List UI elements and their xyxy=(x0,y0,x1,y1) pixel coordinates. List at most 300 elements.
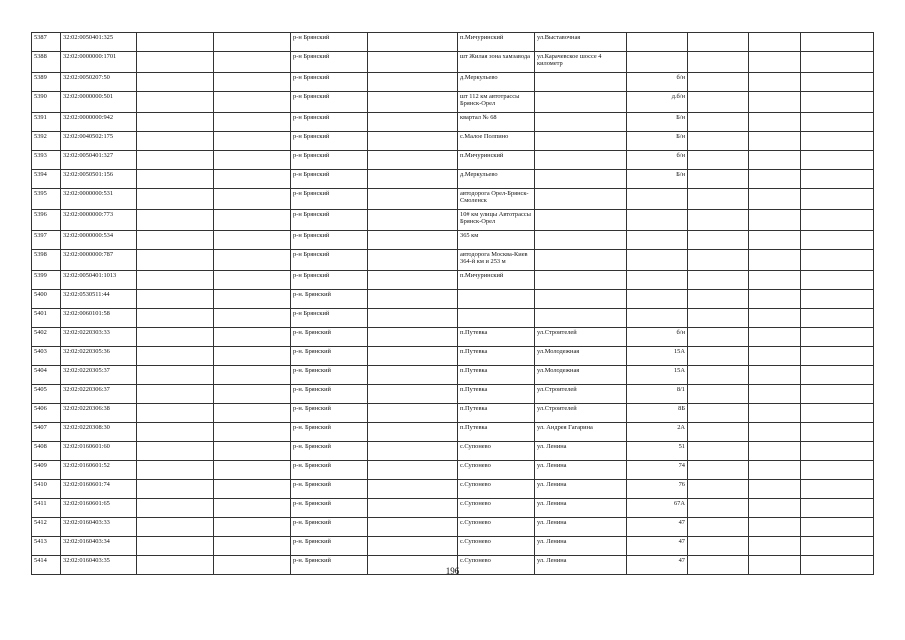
empty-cell xyxy=(214,250,291,271)
empty-cell xyxy=(688,347,749,366)
record-number-cell: 5393 xyxy=(32,151,61,170)
record-number-cell: 5409 xyxy=(32,461,61,480)
table-row xyxy=(32,290,874,309)
street-cell: ул. Ленина xyxy=(535,480,627,499)
empty-cell xyxy=(688,33,749,52)
table-row xyxy=(32,73,874,92)
record-number-cell: 5387 xyxy=(32,33,61,52)
empty-cell xyxy=(801,73,874,92)
house-number-cell: 8Б xyxy=(627,404,688,423)
empty-cell xyxy=(368,537,458,556)
record-number-cell: 5399 xyxy=(32,271,61,290)
empty-cell xyxy=(801,170,874,189)
empty-cell xyxy=(801,231,874,250)
empty-cell xyxy=(368,309,458,328)
table-row xyxy=(32,271,874,290)
empty-cell xyxy=(749,385,801,404)
table-row xyxy=(32,113,874,132)
table-row xyxy=(32,347,874,366)
district-cell: р-н Брянский xyxy=(291,73,368,92)
house-number-cell xyxy=(627,250,688,271)
empty-cell xyxy=(214,52,291,73)
empty-cell xyxy=(688,92,749,113)
street-cell xyxy=(535,271,627,290)
empty-cell xyxy=(368,151,458,170)
empty-cell xyxy=(214,73,291,92)
district-cell: р-н. Брянский xyxy=(291,556,368,575)
empty-cell xyxy=(688,113,749,132)
street-cell xyxy=(535,189,627,210)
street-cell xyxy=(535,231,627,250)
empty-cell xyxy=(368,423,458,442)
locality-cell: автодорога Орел-Брянск-Смоленск xyxy=(458,189,535,210)
empty-cell xyxy=(137,385,214,404)
locality-cell: автодорога Москва-Киев 364-й км и 253 м xyxy=(458,250,535,271)
record-number-cell: 5410 xyxy=(32,480,61,499)
empty-cell xyxy=(214,170,291,189)
district-cell: р-н Брянский xyxy=(291,113,368,132)
empty-cell xyxy=(368,499,458,518)
empty-cell xyxy=(214,151,291,170)
district-cell: р-н. Брянский xyxy=(291,366,368,385)
empty-cell xyxy=(801,92,874,113)
cadastral-number-cell: 32:02:0160601:65 xyxy=(61,499,137,518)
empty-cell xyxy=(137,518,214,537)
empty-cell xyxy=(801,189,874,210)
street-cell: ул.Молодежная xyxy=(535,366,627,385)
street-cell xyxy=(535,113,627,132)
district-cell: р-н. Брянский xyxy=(291,461,368,480)
house-number-cell xyxy=(627,271,688,290)
district-cell: р-н Брянский xyxy=(291,231,368,250)
cadastral-number-cell: 32:02:0000000:942 xyxy=(61,113,137,132)
table-row xyxy=(32,33,874,52)
empty-cell xyxy=(688,423,749,442)
locality-cell: с.Супонево xyxy=(458,480,535,499)
cadastral-number-cell: 32:02:0000000:1701 xyxy=(61,52,137,73)
empty-cell xyxy=(749,404,801,423)
locality-cell: шт 112 км автотрассы Брянск-Орел xyxy=(458,92,535,113)
empty-cell xyxy=(214,461,291,480)
house-number-cell: д.б/н xyxy=(627,92,688,113)
empty-cell xyxy=(214,366,291,385)
house-number-cell: Б/н xyxy=(627,113,688,132)
empty-cell xyxy=(368,366,458,385)
table-row xyxy=(32,231,874,250)
empty-cell xyxy=(688,73,749,92)
house-number-cell xyxy=(627,210,688,231)
empty-cell xyxy=(214,499,291,518)
empty-cell xyxy=(749,461,801,480)
district-cell: р-н Брянский xyxy=(291,92,368,113)
empty-cell xyxy=(137,189,214,210)
house-number-cell: б/н xyxy=(627,328,688,347)
empty-cell xyxy=(688,132,749,151)
empty-cell xyxy=(749,442,801,461)
street-cell: ул.Строителей xyxy=(535,328,627,347)
house-number-cell xyxy=(627,52,688,73)
locality-cell: 365 км xyxy=(458,231,535,250)
table-row xyxy=(32,92,874,113)
district-cell: р-н. Брянский xyxy=(291,347,368,366)
empty-cell xyxy=(801,250,874,271)
locality-cell: с.Супонево xyxy=(458,518,535,537)
empty-cell xyxy=(749,423,801,442)
empty-cell xyxy=(801,347,874,366)
empty-cell xyxy=(801,366,874,385)
empty-cell xyxy=(137,480,214,499)
empty-cell xyxy=(749,347,801,366)
district-cell: р-н Брянский xyxy=(291,170,368,189)
empty-cell xyxy=(368,290,458,309)
empty-cell xyxy=(749,73,801,92)
empty-cell xyxy=(214,92,291,113)
table-row xyxy=(32,250,874,271)
empty-cell xyxy=(749,499,801,518)
cadastral-number-cell: 32:02:0050501:156 xyxy=(61,170,137,189)
street-cell xyxy=(535,290,627,309)
table-row xyxy=(32,170,874,189)
empty-cell xyxy=(749,366,801,385)
locality-cell: п.Путевка xyxy=(458,328,535,347)
empty-cell xyxy=(214,189,291,210)
empty-cell xyxy=(801,33,874,52)
street-cell xyxy=(535,73,627,92)
cadastral-number-cell: 32:02:0060101:58 xyxy=(61,309,137,328)
cadastral-number-cell: 32:02:0050401:1013 xyxy=(61,271,137,290)
empty-cell xyxy=(801,113,874,132)
record-number-cell: 5397 xyxy=(32,231,61,250)
street-cell: ул. Ленина xyxy=(535,442,627,461)
empty-cell xyxy=(688,210,749,231)
empty-cell xyxy=(801,52,874,73)
empty-cell xyxy=(137,73,214,92)
street-cell: ул.Строителей xyxy=(535,385,627,404)
table-row xyxy=(32,461,874,480)
cadastral-number-cell: 32:02:0050401:327 xyxy=(61,151,137,170)
district-cell: р-н. Брянский xyxy=(291,480,368,499)
empty-cell xyxy=(749,480,801,499)
empty-cell xyxy=(688,499,749,518)
empty-cell xyxy=(801,499,874,518)
table-row xyxy=(32,518,874,537)
empty-cell xyxy=(214,385,291,404)
empty-cell xyxy=(137,404,214,423)
district-cell: р-н. Брянский xyxy=(291,423,368,442)
locality-cell: шт Жилая зона хамзавода xyxy=(458,52,535,73)
district-cell: р-н Брянский xyxy=(291,132,368,151)
empty-cell xyxy=(214,480,291,499)
table-row xyxy=(32,480,874,499)
house-number-cell: 2А xyxy=(627,423,688,442)
record-number-cell: 5407 xyxy=(32,423,61,442)
street-cell: ул. Ленина xyxy=(535,537,627,556)
empty-cell xyxy=(688,290,749,309)
empty-cell xyxy=(688,151,749,170)
locality-cell: с.Супонево xyxy=(458,461,535,480)
street-cell xyxy=(535,151,627,170)
district-cell: р-н. Брянский xyxy=(291,385,368,404)
street-cell: ул.Молодежная xyxy=(535,347,627,366)
table-row xyxy=(32,52,874,73)
street-cell: ул. Ленина xyxy=(535,499,627,518)
empty-cell xyxy=(749,33,801,52)
empty-cell xyxy=(368,347,458,366)
district-cell: р-н. Брянский xyxy=(291,442,368,461)
house-number-cell: б/н xyxy=(627,151,688,170)
house-number-cell: 47 xyxy=(627,556,688,575)
locality-cell xyxy=(458,290,535,309)
record-number-cell: 5392 xyxy=(32,132,61,151)
locality-cell: д.Меркульево xyxy=(458,73,535,92)
record-number-cell: 5391 xyxy=(32,113,61,132)
empty-cell xyxy=(368,231,458,250)
empty-cell xyxy=(801,423,874,442)
street-cell: ул. Андрея Гагарина xyxy=(535,423,627,442)
house-number-cell xyxy=(627,290,688,309)
house-number-cell: 74 xyxy=(627,461,688,480)
cadastral-number-cell: 32:02:0000000:531 xyxy=(61,189,137,210)
empty-cell xyxy=(137,113,214,132)
empty-cell xyxy=(801,271,874,290)
empty-cell xyxy=(137,442,214,461)
district-cell: р-н Брянский xyxy=(291,210,368,231)
house-number-cell: 8/1 xyxy=(627,385,688,404)
empty-cell xyxy=(801,210,874,231)
empty-cell xyxy=(368,52,458,73)
cadastral-number-cell: 32:02:0220305:36 xyxy=(61,347,137,366)
empty-cell xyxy=(688,404,749,423)
street-cell xyxy=(535,92,627,113)
street-cell: ул.Выставочная xyxy=(535,33,627,52)
record-number-cell: 5398 xyxy=(32,250,61,271)
empty-cell xyxy=(749,328,801,347)
empty-cell xyxy=(688,518,749,537)
house-number-cell: 51 xyxy=(627,442,688,461)
record-number-cell: 5414 xyxy=(32,556,61,575)
district-cell: р-н Брянский xyxy=(291,33,368,52)
empty-cell xyxy=(214,423,291,442)
empty-cell xyxy=(801,132,874,151)
empty-cell xyxy=(749,170,801,189)
empty-cell xyxy=(368,271,458,290)
empty-cell xyxy=(688,442,749,461)
table-row xyxy=(32,189,874,210)
empty-cell xyxy=(214,328,291,347)
record-number-cell: 5401 xyxy=(32,309,61,328)
street-cell: ул.Строителей xyxy=(535,404,627,423)
empty-cell xyxy=(688,250,749,271)
record-number-cell: 5390 xyxy=(32,92,61,113)
empty-cell xyxy=(368,518,458,537)
empty-cell xyxy=(368,132,458,151)
table-row xyxy=(32,309,874,328)
house-number-cell: 15А xyxy=(627,347,688,366)
district-cell: р-н. Брянский xyxy=(291,518,368,537)
empty-cell xyxy=(137,170,214,189)
empty-cell xyxy=(137,210,214,231)
cadastral-number-cell: 32:02:0160403:34 xyxy=(61,537,137,556)
district-cell: р-н Брянский xyxy=(291,52,368,73)
empty-cell xyxy=(137,537,214,556)
empty-cell xyxy=(801,309,874,328)
street-cell xyxy=(535,309,627,328)
district-cell: р-н. Брянский xyxy=(291,290,368,309)
cadastral-number-cell: 32:02:0220303:33 xyxy=(61,328,137,347)
empty-cell xyxy=(749,189,801,210)
street-cell xyxy=(535,250,627,271)
locality-cell: д.Меркульево xyxy=(458,170,535,189)
cadastral-number-cell: 32:02:0220306:37 xyxy=(61,385,137,404)
cadastral-number-cell: 32:02:0220306:38 xyxy=(61,404,137,423)
record-number-cell: 5396 xyxy=(32,210,61,231)
cadastral-number-cell: 32:02:0000000:534 xyxy=(61,231,137,250)
empty-cell xyxy=(749,231,801,250)
empty-cell xyxy=(137,423,214,442)
district-cell: р-н. Брянский xyxy=(291,537,368,556)
empty-cell xyxy=(214,113,291,132)
locality-cell: п.Путевка xyxy=(458,423,535,442)
empty-cell xyxy=(688,170,749,189)
locality-cell: п.Мичуринский xyxy=(458,151,535,170)
empty-cell xyxy=(749,309,801,328)
house-number-cell: 67А xyxy=(627,499,688,518)
empty-cell xyxy=(801,461,874,480)
house-number-cell: 15А xyxy=(627,366,688,385)
house-number-cell xyxy=(627,189,688,210)
empty-cell xyxy=(801,404,874,423)
record-number-cell: 5405 xyxy=(32,385,61,404)
house-number-cell: Б/н xyxy=(627,132,688,151)
cadastral-number-cell: 32:02:0220305:37 xyxy=(61,366,137,385)
empty-cell xyxy=(137,92,214,113)
empty-cell xyxy=(749,151,801,170)
empty-cell xyxy=(137,271,214,290)
street-cell xyxy=(535,210,627,231)
empty-cell xyxy=(214,132,291,151)
cadastral-number-cell: 32:02:0160403:35 xyxy=(61,556,137,575)
empty-cell xyxy=(368,73,458,92)
district-cell: р-н. Брянский xyxy=(291,499,368,518)
table-body xyxy=(32,33,874,575)
house-number-cell: Б/н xyxy=(627,170,688,189)
empty-cell xyxy=(137,366,214,385)
record-number-cell: 5388 xyxy=(32,52,61,73)
empty-cell xyxy=(688,309,749,328)
empty-cell xyxy=(368,461,458,480)
street-cell: ул. Ленина xyxy=(535,518,627,537)
empty-cell xyxy=(368,480,458,499)
table-row xyxy=(32,366,874,385)
street-cell: ул. Ленина xyxy=(535,556,627,575)
house-number-cell: 76 xyxy=(627,480,688,499)
locality-cell: с.Супонево xyxy=(458,442,535,461)
table-row xyxy=(32,385,874,404)
cadastral-number-cell: 32:02:0040502:175 xyxy=(61,132,137,151)
cadastral-number-cell: 32:02:0000000:787 xyxy=(61,250,137,271)
empty-cell xyxy=(368,250,458,271)
empty-cell xyxy=(137,151,214,170)
empty-cell xyxy=(688,328,749,347)
empty-cell xyxy=(137,499,214,518)
street-cell: ул.Карачевское шоссе 4 километр xyxy=(535,52,627,73)
table-row xyxy=(32,328,874,347)
empty-cell xyxy=(368,385,458,404)
empty-cell xyxy=(214,309,291,328)
empty-cell xyxy=(137,33,214,52)
empty-cell xyxy=(749,132,801,151)
house-number-cell xyxy=(627,231,688,250)
empty-cell xyxy=(214,33,291,52)
table-row xyxy=(32,499,874,518)
empty-cell xyxy=(214,347,291,366)
cadastral-number-cell: 32:02:0050207:50 xyxy=(61,73,137,92)
empty-cell xyxy=(214,404,291,423)
table-row xyxy=(32,442,874,461)
empty-cell xyxy=(688,52,749,73)
empty-cell xyxy=(368,113,458,132)
empty-cell xyxy=(801,537,874,556)
locality-cell: п.Путевка xyxy=(458,385,535,404)
empty-cell xyxy=(137,132,214,151)
empty-cell xyxy=(214,290,291,309)
empty-cell xyxy=(801,151,874,170)
empty-cell xyxy=(368,404,458,423)
empty-cell xyxy=(749,92,801,113)
district-cell: р-н. Брянский xyxy=(291,328,368,347)
empty-cell xyxy=(749,250,801,271)
cadastral-number-cell: 32:02:0160601:60 xyxy=(61,442,137,461)
table-row xyxy=(32,132,874,151)
empty-cell xyxy=(368,92,458,113)
empty-cell xyxy=(137,52,214,73)
empty-cell xyxy=(801,518,874,537)
cadastral-number-cell: 32:02:0000000:773 xyxy=(61,210,137,231)
record-number-cell: 5400 xyxy=(32,290,61,309)
empty-cell xyxy=(137,231,214,250)
empty-cell xyxy=(214,231,291,250)
empty-cell xyxy=(688,461,749,480)
record-number-cell: 5406 xyxy=(32,404,61,423)
empty-cell xyxy=(214,518,291,537)
locality-cell: п.Путевка xyxy=(458,366,535,385)
locality-cell xyxy=(458,309,535,328)
empty-cell xyxy=(801,442,874,461)
empty-cell xyxy=(688,480,749,499)
street-cell xyxy=(535,132,627,151)
record-number-cell: 5395 xyxy=(32,189,61,210)
cadastral-number-cell: 32:02:0160601:74 xyxy=(61,480,137,499)
table-row xyxy=(32,151,874,170)
table-row xyxy=(32,423,874,442)
house-number-cell: 47 xyxy=(627,537,688,556)
empty-cell xyxy=(368,189,458,210)
locality-cell: с.Малое Полпино xyxy=(458,132,535,151)
empty-cell xyxy=(749,518,801,537)
empty-cell xyxy=(688,385,749,404)
record-number-cell: 5404 xyxy=(32,366,61,385)
locality-cell: с.Супонево xyxy=(458,556,535,575)
empty-cell xyxy=(801,290,874,309)
record-number-cell: 5411 xyxy=(32,499,61,518)
cadastral-number-cell: 32:02:0000000:501 xyxy=(61,92,137,113)
district-cell: р-н Брянский xyxy=(291,189,368,210)
empty-cell xyxy=(214,210,291,231)
record-number-cell: 5389 xyxy=(32,73,61,92)
empty-cell xyxy=(214,442,291,461)
empty-cell xyxy=(368,170,458,189)
cadastral-number-cell: 32:02:0160601:52 xyxy=(61,461,137,480)
